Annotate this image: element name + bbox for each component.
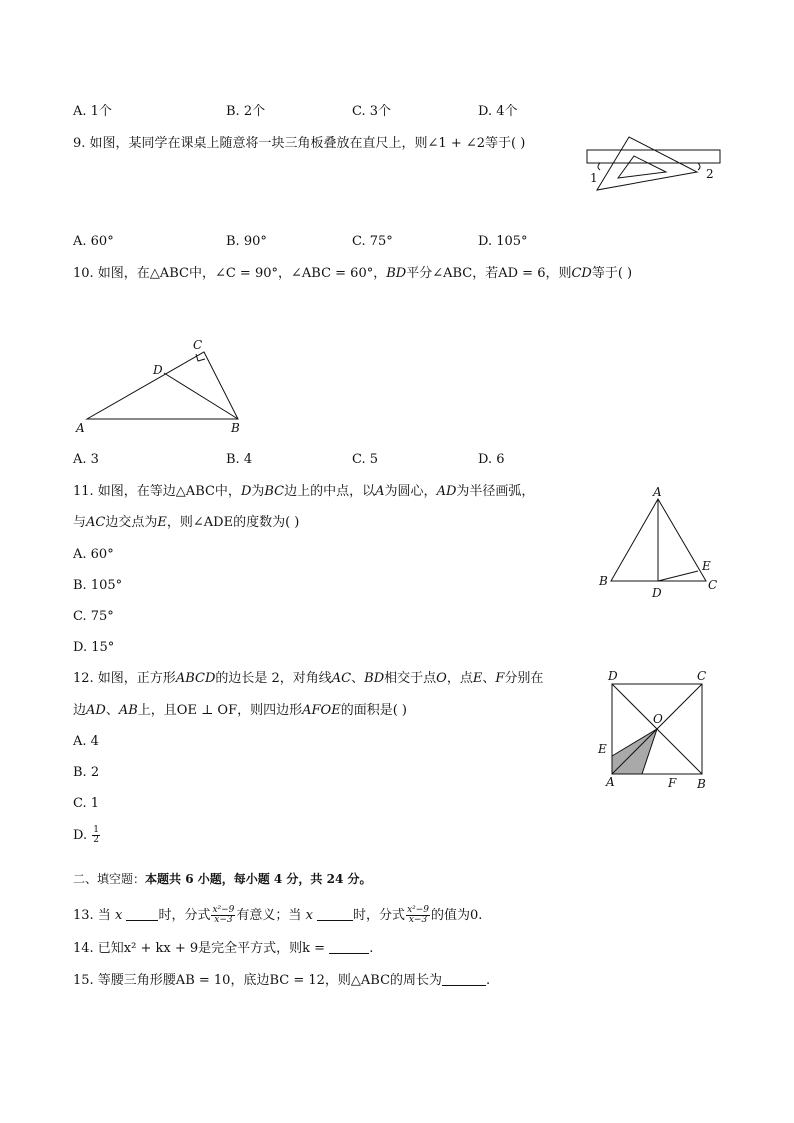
- q11-part: ，则∠ADE的度数为( ): [166, 515, 300, 530]
- q13-x: x: [114, 908, 123, 923]
- q11-part: 边上的中点，以: [284, 484, 376, 499]
- q12-part: 、: [105, 703, 119, 718]
- q10-label-c: C: [193, 338, 203, 352]
- q10-label-b: B: [231, 421, 240, 435]
- q12-ab: AB: [118, 703, 138, 718]
- q12-option-c: C. 1: [73, 796, 100, 811]
- q11-option-a: A. 60°: [73, 547, 114, 562]
- q15-question: 15. 等腰三角形腰AB = 10，底边BC = 12，则△ABC的周长为: [73, 973, 443, 988]
- q11-part: 为: [251, 484, 265, 499]
- q9-option-c: C. 75°: [352, 234, 393, 249]
- q10-option-b: B. 4: [226, 452, 253, 467]
- q12-part: 、: [482, 671, 496, 686]
- q11-part: 边交点为: [105, 515, 158, 530]
- q12-option-d: [73, 826, 101, 845]
- q13-part: 时，分式: [158, 908, 211, 923]
- q11-label-e: E: [702, 559, 711, 573]
- q8-option-a: A. 1个: [73, 104, 112, 119]
- q9-figure: [584, 134, 726, 196]
- q11-option-c: C. 75°: [73, 609, 114, 624]
- q10-figure: [72, 336, 252, 438]
- q11-figure: [596, 484, 726, 602]
- q12-afoe: AFOE: [302, 703, 341, 718]
- q9-label-1: 1: [590, 171, 598, 185]
- q11-part: 为圆心，: [384, 484, 437, 499]
- q10-option-d: D. 6: [478, 452, 505, 467]
- q14-text: [73, 941, 373, 957]
- q12-ac: AC: [331, 671, 352, 686]
- q12-label-c: C: [697, 669, 707, 683]
- q12-text-line1: [73, 671, 543, 687]
- q11-part: 11. 如图，在等边△ABC中，: [73, 484, 241, 499]
- q8-option-b: B. 2个: [226, 104, 266, 119]
- q11-bc: BC: [264, 484, 285, 499]
- q8-option-d: D. 4个: [478, 104, 518, 119]
- q10-label-a: A: [76, 421, 85, 435]
- q10-label-d: D: [153, 363, 163, 377]
- q12-label-a: A: [606, 775, 615, 789]
- q12-part: 、: [351, 671, 365, 686]
- q12-part: 相交于点: [384, 671, 437, 686]
- q10-condition: ∠C = 90°，∠ABC = 60°，: [214, 266, 387, 281]
- q13-fraction-2: [406, 906, 430, 925]
- q12-label-b: B: [697, 777, 706, 791]
- q15-tail: .: [486, 973, 491, 988]
- q15-text: [73, 973, 490, 989]
- section-instructions: 本题共 6 小题，每小题 4 分，共 24 分。: [145, 872, 372, 886]
- q11-option-b: B. 105°: [73, 578, 123, 593]
- q11-a: A: [375, 484, 385, 499]
- q12-o: O: [436, 671, 447, 686]
- q12-label-e: E: [598, 742, 607, 756]
- q11-part: 与: [73, 515, 87, 530]
- q9-label-2: 2: [706, 167, 714, 181]
- q9-text: 9. 如图，某同学在课桌上随意将一块三角板叠放在直尺上，则∠1 + ∠2等于( ): [73, 136, 526, 151]
- q12-part: 边: [73, 703, 87, 718]
- q15-blank[interactable]: [442, 973, 486, 986]
- q12-option-a: A. 4: [73, 734, 99, 749]
- q12-figure: [596, 668, 722, 794]
- q12-part: 上，且OE ⊥ OF，则四边形: [137, 703, 303, 718]
- q12-label-o: O: [653, 712, 663, 726]
- q11-label-a: A: [653, 485, 662, 499]
- q12-option-d-fraction: [92, 826, 100, 845]
- q12-text-line2: [73, 703, 407, 719]
- q12-part: ，点: [446, 671, 473, 686]
- q11-option-d: D. 15°: [73, 640, 115, 655]
- q11-label-d: D: [652, 586, 662, 600]
- section-heading: [73, 871, 371, 887]
- q12-part: 分别在: [504, 671, 544, 686]
- fraction-denominator: x−3: [408, 915, 428, 925]
- q13-part: 的值为0.: [431, 908, 483, 923]
- fraction-numerator: x²−9: [407, 905, 430, 915]
- q14-tail: .: [369, 941, 374, 956]
- q10-condition-2: 平分∠ABC，若AD = 6，则: [406, 266, 572, 281]
- q12-bd: BD: [364, 671, 385, 686]
- q13-part: 时，分式: [353, 908, 406, 923]
- q13-x: x: [305, 908, 313, 923]
- q12-ad: AD: [86, 703, 106, 718]
- q12-f: F: [495, 671, 505, 686]
- q11-label-b: B: [599, 574, 608, 588]
- q14-question: 14. 已知x² + kx + 9是完全平方式，则k =: [73, 941, 330, 956]
- q10-number: 10. 如图，在: [73, 266, 150, 281]
- q10-option-a: A. 3: [73, 452, 99, 467]
- q13-part: 有意义；当: [236, 908, 302, 923]
- q11-text-line2: [73, 515, 299, 531]
- q9-option-b: B. 90°: [226, 234, 267, 249]
- fraction-numerator: 1: [93, 825, 99, 835]
- q12-label-d: D: [608, 669, 618, 683]
- q10-option-c: C. 5: [352, 452, 379, 467]
- q13-part: 13. 当: [73, 908, 111, 923]
- q9-option-d: D. 105°: [478, 234, 528, 249]
- q11-d: D: [240, 484, 252, 499]
- q14-blank[interactable]: [329, 941, 369, 954]
- q9-option-a: A. 60°: [73, 234, 114, 249]
- q11-e: E: [157, 515, 167, 530]
- q13-fraction-1: [211, 906, 235, 925]
- q13-blank-2[interactable]: [317, 908, 353, 921]
- q11-label-c: C: [708, 578, 718, 592]
- q13-blank-1[interactable]: [126, 908, 158, 921]
- section-prefix: 二、填空题：: [73, 872, 146, 886]
- fraction-denominator: x−3: [214, 915, 233, 925]
- q11-ad: AD: [436, 484, 457, 499]
- q12-part: 12. 如图，正方形: [73, 671, 176, 686]
- q13-text: [73, 906, 482, 925]
- q10-question: 等于( ): [591, 266, 633, 281]
- q10-triangle: △ABC中，: [149, 266, 215, 281]
- q12-abcd: ABCD: [175, 671, 216, 686]
- q11-part: 为半径画弧，: [456, 484, 535, 499]
- fraction-numerator: x²−9: [212, 905, 235, 915]
- q10-text: [73, 266, 632, 282]
- fraction-denominator: 2: [93, 835, 99, 845]
- q10-bd: BD: [386, 266, 407, 281]
- q12-option-d-prefix: D.: [73, 828, 88, 843]
- q12-part: 的面积是( ): [340, 703, 407, 718]
- q12-e: E: [472, 671, 483, 686]
- q10-cd: CD: [571, 266, 592, 281]
- q11-ac: AC: [86, 515, 106, 530]
- q12-part: 的边长是 2，对角线: [215, 671, 332, 686]
- q12-option-b: B. 2: [73, 765, 100, 780]
- q11-text-line1: [73, 484, 534, 500]
- q12-label-f: F: [668, 776, 677, 790]
- q8-option-c: C. 3个: [352, 104, 392, 119]
